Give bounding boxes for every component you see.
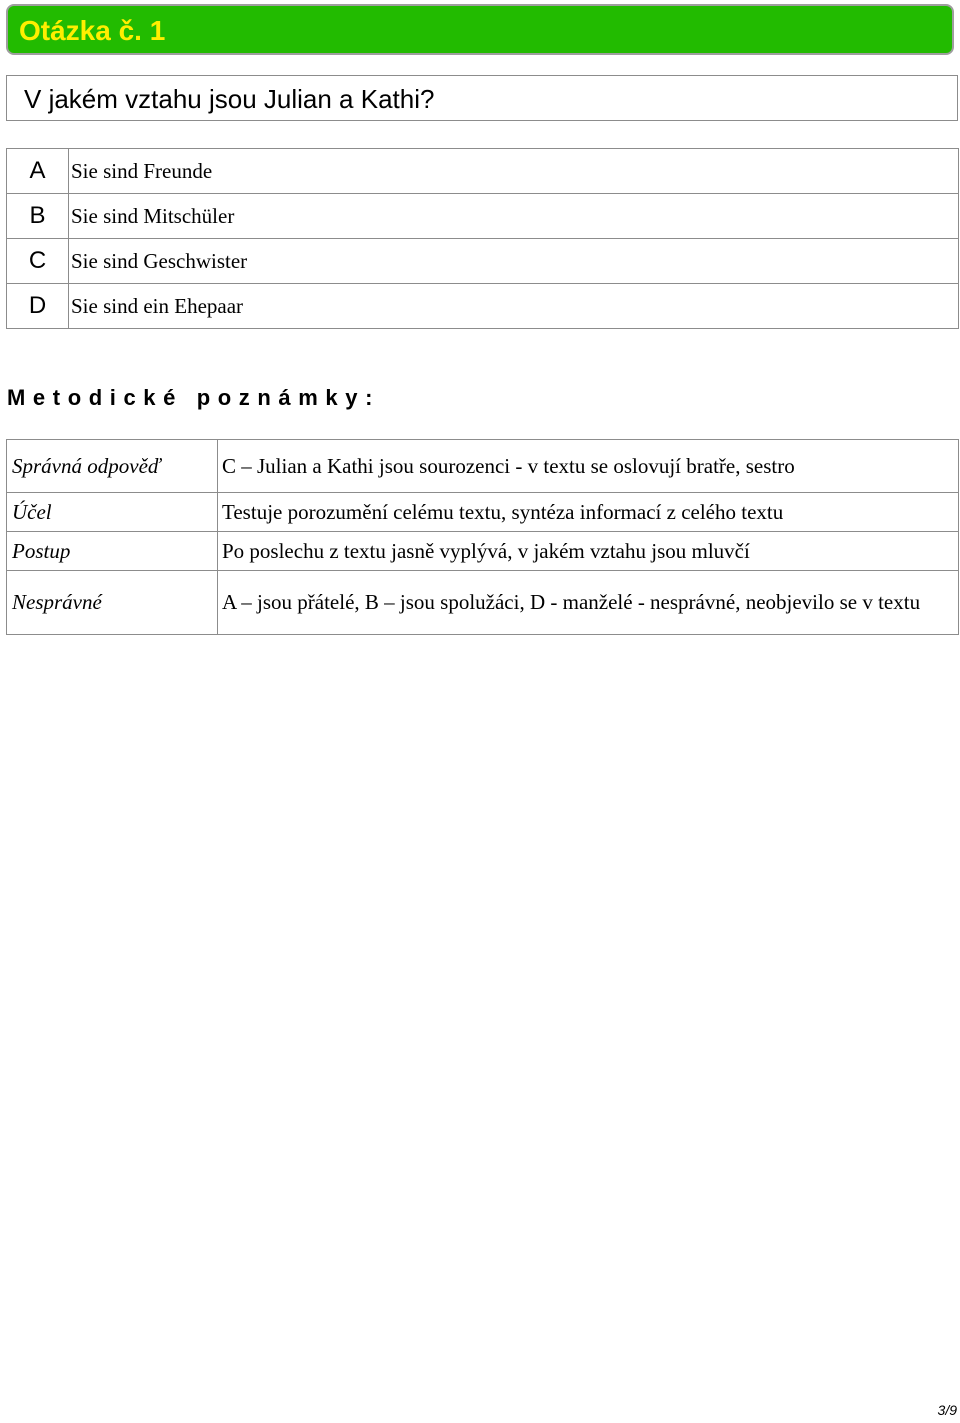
notes-row-correct-answer: [7, 440, 959, 493]
notes-row-incorrect: [7, 571, 959, 635]
question-number-title: Otázka č. 1: [19, 15, 166, 46]
answer-text: Sie sind ein Ehepaar: [69, 284, 959, 329]
answer-letter: A: [7, 149, 69, 194]
question-header: [6, 4, 954, 55]
page-number: 3/9: [937, 1402, 957, 1418]
notes-value: A – jsou přátelé, B – jsou spolužáci, D - manželé - nesprávné, neobjevilo se v textu: [218, 571, 959, 635]
answer-text: Sie sind Freunde: [69, 149, 959, 194]
question-box: [6, 75, 958, 121]
answer-letter: D: [7, 284, 69, 329]
answer-row-a: [7, 149, 959, 194]
answer-row-c: [7, 239, 959, 284]
answer-row-b: [7, 194, 959, 239]
notes-value: Testuje porozumění celému textu, syntéza informací z celého textu: [218, 493, 959, 532]
notes-label: Nesprávné: [7, 571, 218, 635]
notes-row-purpose: [7, 493, 959, 532]
answer-letter: B: [7, 194, 69, 239]
question-text: V jakém vztahu jsou Julian a Kathi?: [24, 84, 435, 114]
answer-row-d: [7, 284, 959, 329]
notes-row-procedure: [7, 532, 959, 571]
notes-value: Po poslechu z textu jasně vyplývá, v jakém vztahu jsou mluvčí: [218, 532, 959, 571]
notes-value: C – Julian a Kathi jsou sourozenci - v textu se oslovují bratře, sestro: [218, 440, 959, 493]
notes-label: Správná odpověď: [7, 440, 218, 493]
answers-table: [6, 148, 959, 329]
notes-heading: Metodické poznámky:: [7, 385, 381, 410]
notes-label: Účel: [7, 493, 218, 532]
notes-table: [6, 439, 959, 635]
answer-text: Sie sind Geschwister: [69, 239, 959, 284]
notes-label: Postup: [7, 532, 218, 571]
answer-letter: C: [7, 239, 69, 284]
answer-text: Sie sind Mitschüler: [69, 194, 959, 239]
